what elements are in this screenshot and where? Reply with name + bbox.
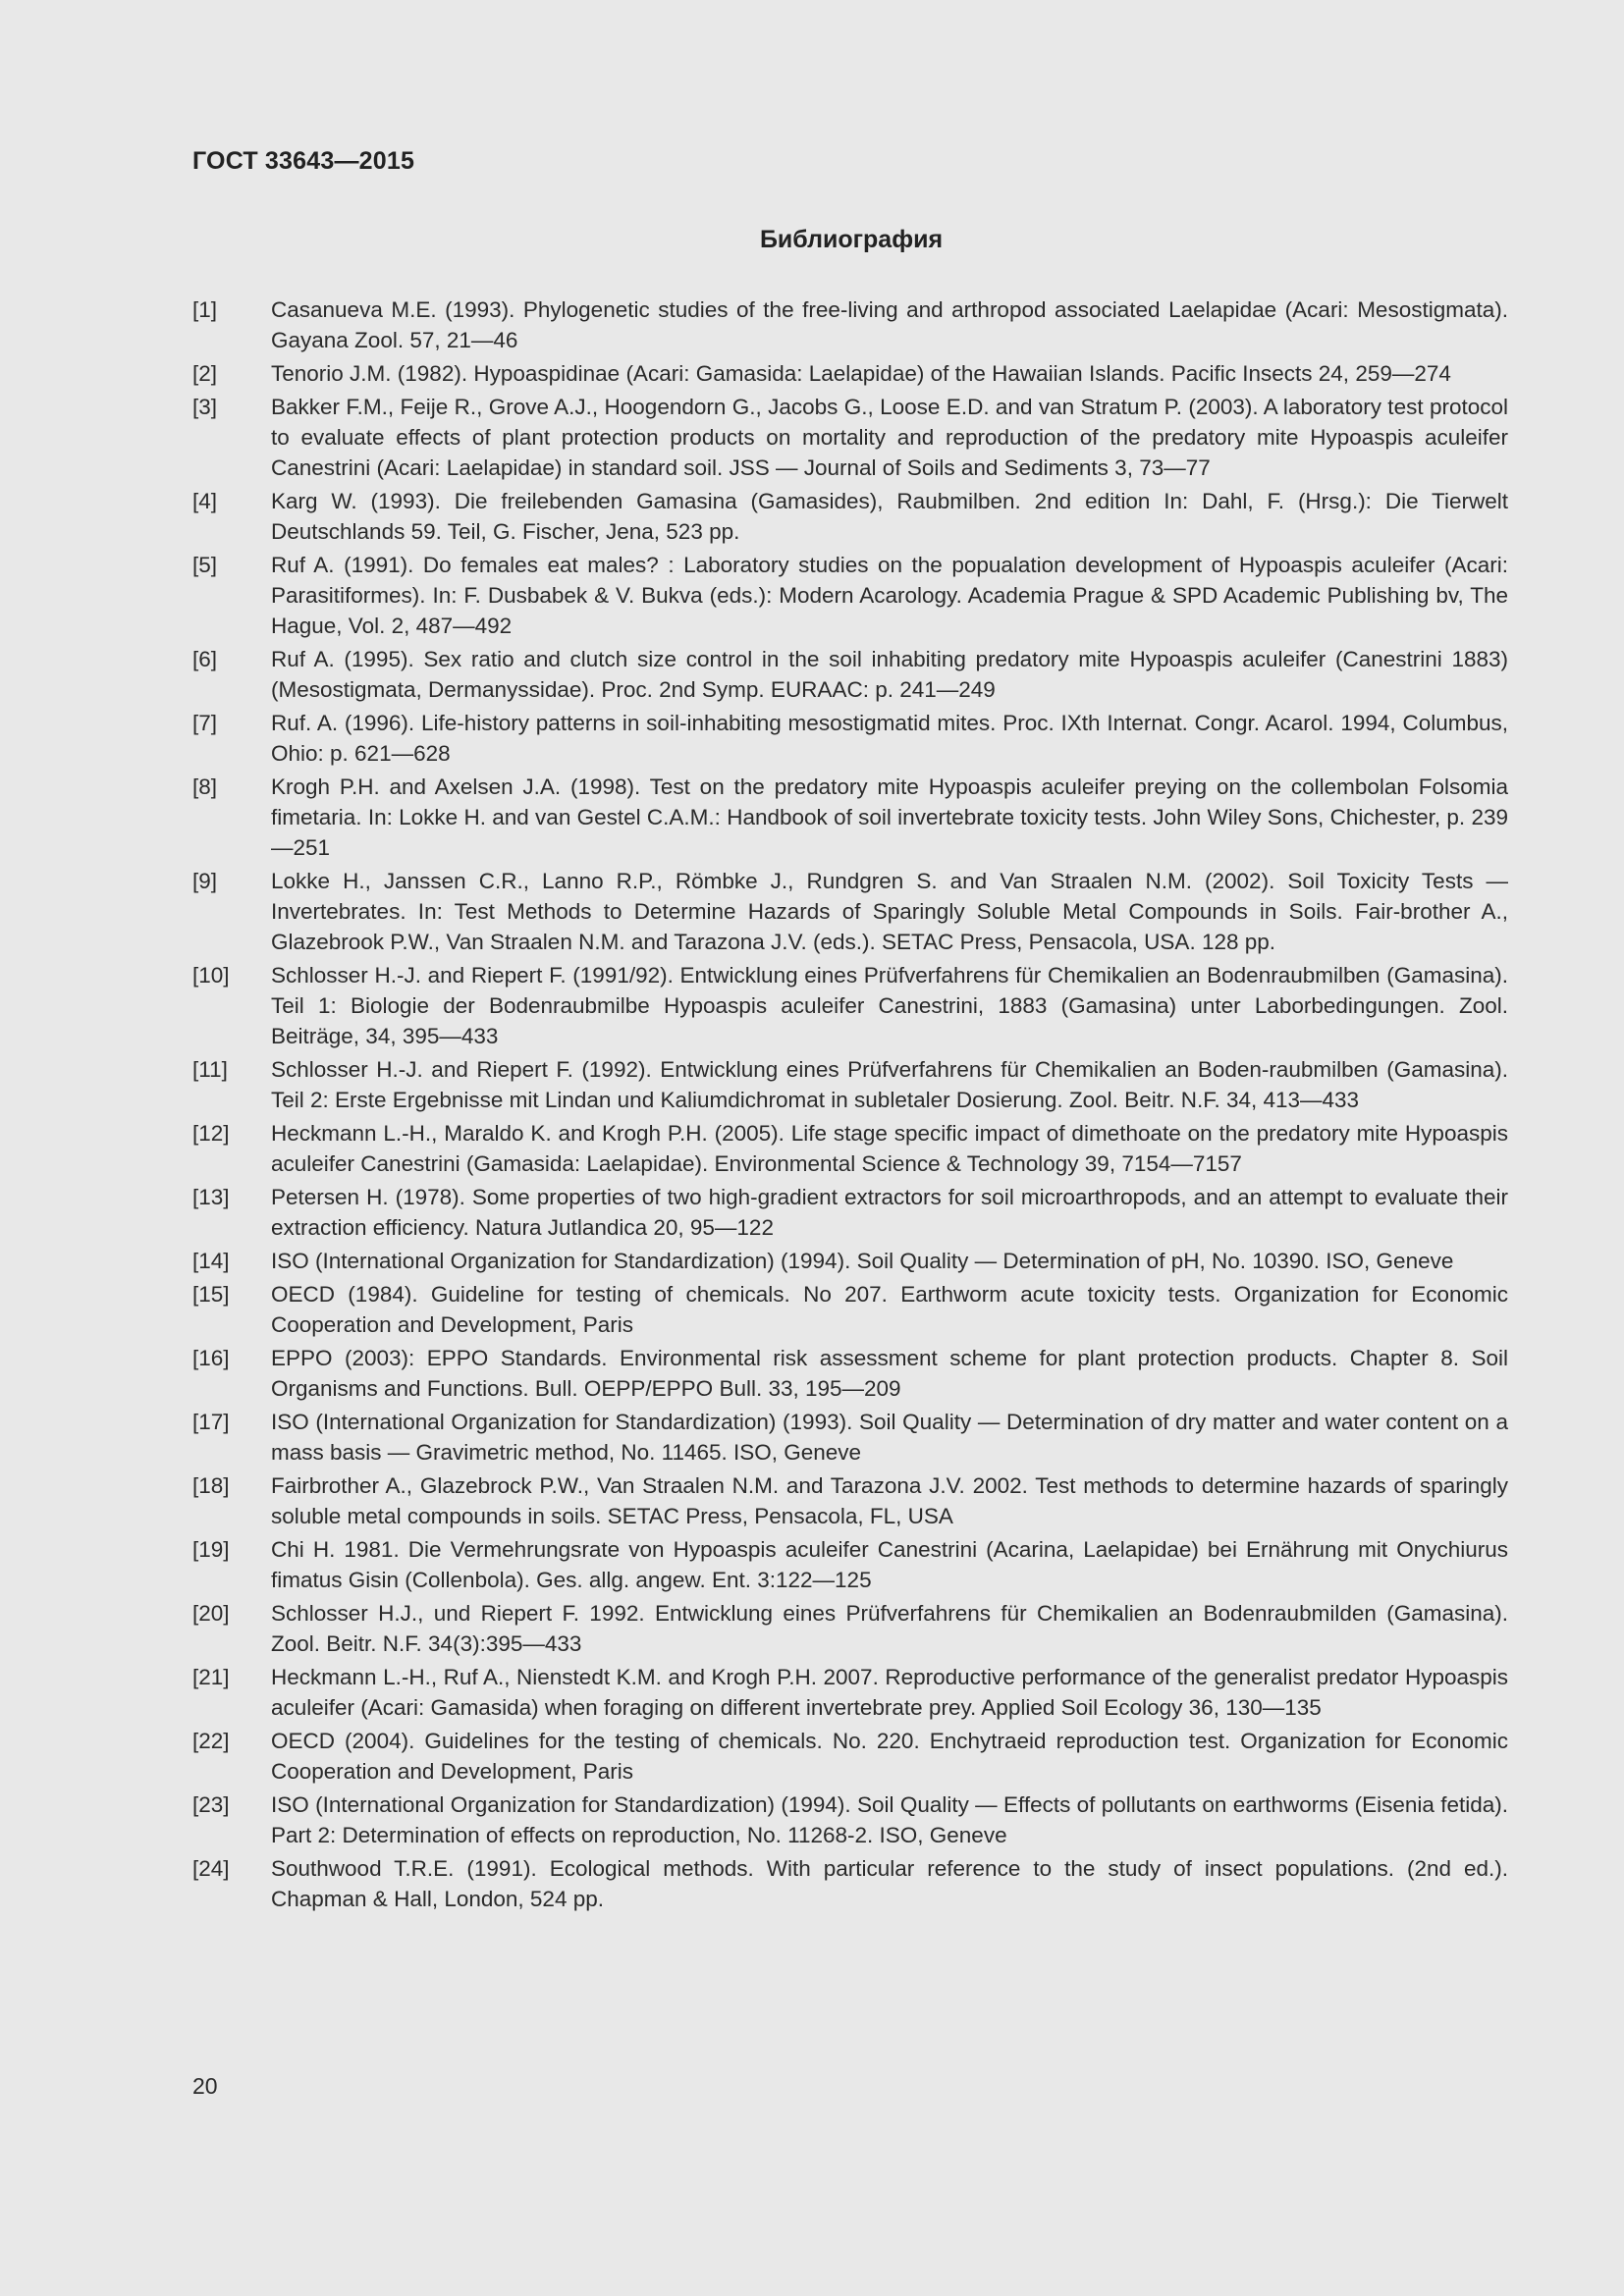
entry-text: EPPO (2003): EPPO Standards. Environmental risk assessment scheme for plant protection products. Chapter 8. Soil Organisms and Functions. Bull. OEPP/EPPO Bull. 33, 195—209	[271, 1346, 1508, 1401]
entry-text: Casanueva M.E. (1993). Phylogenetic studies of the free-living and arthropod associated Laelapidae (Acari: Mesostigmata). Gayana Zool. 57, 21—46	[271, 297, 1508, 352]
bibliography-entry	[192, 550, 1508, 641]
entry-text: Schlosser H.-J. and Riepert F. (1992). Entwicklung eines Prüfverfahrens für Chemikalien an Boden-raubmilben (Gamasina). Teil 2: Erste Ergebnisse mit Lindan und Kaliumdichromat in subletaler Dosierung. Zool. Beitr. N.F. 34, 413—433	[271, 1057, 1508, 1112]
entry-number: [2]	[192, 361, 218, 386]
bibliography-entry	[192, 708, 1508, 769]
document-code: ГОСТ 33643—2015	[192, 147, 415, 175]
entry-number: [18]	[192, 1473, 230, 1498]
entry-text: Southwood T.R.E. (1991). Ecological methods. With particular reference to the study of insect populations. (2nd ed.). Chapman & Hall, London, 524 pp.	[271, 1856, 1508, 1911]
entry-number: [24]	[192, 1856, 230, 1881]
entry-number: [12]	[192, 1121, 230, 1146]
bibliography-entry	[192, 1343, 1508, 1404]
bibliography-entry	[192, 294, 1508, 355]
bibliography-entry	[192, 1407, 1508, 1468]
entry-number: [4]	[192, 489, 218, 513]
page-number: 20	[192, 2073, 218, 2099]
bibliography-entry	[192, 1853, 1508, 1914]
entry-number: [19]	[192, 1537, 230, 1562]
entry-number: [13]	[192, 1185, 230, 1209]
entry-number: [21]	[192, 1665, 230, 1689]
bibliography-entry	[192, 1246, 1508, 1276]
entry-number: [5]	[192, 553, 218, 577]
entry-text: ISO (International Organization for Standardization) (1994). Soil Quality — Effects of pollutants on earthworms (Eisenia fetida). Part 2: Determination of effects on reproduction, No. 11268-2. ISO, Geneve	[271, 1792, 1508, 1847]
entry-text: OECD (1984). Guideline for testing of chemicals. No 207. Earthworm acute toxicity tests. Organization for Economic Cooperation and Development, Paris	[271, 1282, 1508, 1337]
entry-text: OECD (2004). Guidelines for the testing of chemicals. No. 220. Enchytraeid reproduction test. Organization for Economic Cooperation and Development, Paris	[271, 1729, 1508, 1784]
bibliography-entry	[192, 1054, 1508, 1115]
bibliography-entry	[192, 1279, 1508, 1340]
entry-number: [6]	[192, 647, 218, 671]
entry-number: [22]	[192, 1729, 230, 1753]
entry-text: Ruf A. (1991). Do females eat males? : Laboratory studies on the popualation development of Hypoaspis aculeifer (Acari: Parasitiformes). In: F. Dusbabek & V. Bukva (eds.): Modern Acarology. Academia Prague & SPD Academic Publishing bv, The Hague, Vol. 2, 487—492	[271, 553, 1508, 638]
entry-text: Chi H. 1981. Die Vermehrungsrate von Hypoaspis aculeifer Canestrini (Acarina, Laelapidae) bei Ernährung mit Onychiurus fimatus Gisin (Collenbola). Ges. allg. angew. Ent. 3:122—125	[271, 1537, 1508, 1592]
entry-text: Schlosser H.J., und Riepert F. 1992. Entwicklung eines Prüfverfahrens für Chemikalien an Bodenraubmilden (Gamasina). Zool. Beitr. N.F. 34(3):395—433	[271, 1601, 1508, 1656]
entry-number: [16]	[192, 1346, 230, 1370]
entry-text: ISO (International Organization for Standardization) (1993). Soil Quality — Determination of dry matter and water content on a mass basis — Gravimetric method, No. 11465. ISO, Geneve	[271, 1410, 1508, 1465]
entry-number: [14]	[192, 1249, 230, 1273]
entry-text: Heckmann L.-H., Maraldo K. and Krogh P.H. (2005). Life stage specific impact of dimethoate on the predatory mite Hypoaspis aculeifer Canestrini (Gamasida: Laelapidae). Environmental Science & Technology 39, 7154—7157	[271, 1121, 1508, 1176]
entry-number: [15]	[192, 1282, 230, 1307]
bibliography-entry	[192, 1118, 1508, 1179]
bibliography-entry	[192, 358, 1508, 389]
bibliography-list	[192, 294, 1508, 1917]
entry-number: [3]	[192, 395, 218, 419]
entry-text: ISO (International Organization for Standardization) (1994). Soil Quality — Determination of pH, No. 10390. ISO, Geneve	[271, 1249, 1454, 1273]
entry-number: [8]	[192, 774, 218, 799]
entry-number: [20]	[192, 1601, 230, 1626]
bibliography-entry	[192, 1534, 1508, 1595]
entry-text: Ruf. A. (1996). Life-history patterns in soil-inhabiting mesostigmatid mites. Proc. IXth Internat. Congr. Acarol. 1994, Columbus, Ohio: p. 621—628	[271, 711, 1508, 766]
entry-number: [7]	[192, 711, 218, 735]
bibliography-entry	[192, 960, 1508, 1051]
entry-number: [1]	[192, 297, 218, 322]
entry-text: Karg W. (1993). Die freilebenden Gamasina (Gamasides), Raubmilben. 2nd edition In: Dahl, F. (Hrsg.): Die Tierwelt Deutschlands 59. Teil, G. Fischer, Jena, 523 pp.	[271, 489, 1508, 544]
entry-text: Tenorio J.M. (1982). Hypoaspidinae (Acari: Gamasida: Laelapidae) of the Hawaiian Islands. Pacific Insects 24, 259—274	[271, 361, 1451, 386]
bibliography-entry	[192, 1470, 1508, 1531]
bibliography-entry	[192, 1726, 1508, 1787]
entry-number: [11]	[192, 1057, 228, 1082]
bibliography-entry	[192, 1662, 1508, 1723]
entry-text: Krogh P.H. and Axelsen J.A. (1998). Test on the predatory mite Hypoaspis aculeifer preying on the collembolan Folsomia fimetaria. In: Lokke H. and van Gestel C.A.M.: Handbook of soil invertebrate toxicity tests. John Wiley Sons, Chichester, p. 239—251	[271, 774, 1508, 860]
entry-number: [23]	[192, 1792, 230, 1817]
entry-text: Bakker F.M., Feije R., Grove A.J., Hoogendorn G., Jacobs G., Loose E.D. and van Stratum P. (2003). A laboratory test protocol to evaluate effects of plant protection products on mortality and reproduction of the predatory mite Hypoaspis aculeifer Canestrini (Acari: Laelapidae) in standard soil. JSS — Journal of Soils and Sediments 3, 73—77	[271, 395, 1508, 480]
bibliography-entry	[192, 486, 1508, 547]
bibliography-entry	[192, 1598, 1508, 1659]
entry-number: [10]	[192, 963, 230, 988]
entry-number: [17]	[192, 1410, 230, 1434]
entry-text: Schlosser H.-J. and Riepert F. (1991/92). Entwicklung eines Prüfverfahrens für Chemikalien an Bodenraubmilben (Gamasina). Teil 1: Biologie der Bodenraubmilbe Hypoaspis aculeifer Canestrini, 1883 (Gamasina) unter Laborbedingungen. Zool. Beiträge, 34, 395—433	[271, 963, 1508, 1048]
bibliography-entry	[192, 392, 1508, 483]
bibliography-entry	[192, 1182, 1508, 1243]
entry-text: Heckmann L.-H., Ruf A., Nienstedt K.M. and Krogh P.H. 2007. Reproductive performance of the generalist predator Hypoaspis aculeifer (Acari: Gamasida) when foraging on different invertebrate prey. Applied Soil Ecology 36, 130—135	[271, 1665, 1508, 1720]
bibliography-entry	[192, 772, 1508, 863]
bibliography-entry	[192, 1789, 1508, 1850]
entry-text: Fairbrother A., Glazebrock P.W., Van Straalen N.M. and Tarazona J.V. 2002. Test methods to determine hazards of sparingly soluble metal compounds in soils. SETAC Press, Pensacola, FL, USA	[271, 1473, 1508, 1528]
entry-text: Lokke H., Janssen C.R., Lanno R.P., Römbke J., Rundgren S. and Van Straalen N.M. (2002). Soil Toxicity Tests — Invertebrates. In: Test Methods to Determine Hazards of Sparingly Soluble Metal Compounds in Soils. Fair-brother A., Glazebrook P.W., Van Straalen N.M. and Tarazona J.V. (eds.). SETAC Press, Pensacola, USA. 128 pp.	[271, 869, 1508, 954]
entry-text: Petersen H. (1978). Some properties of two high-gradient extractors for soil microarthropods, and an attempt to evaluate their extraction efficiency. Natura Jutlandica 20, 95—122	[271, 1185, 1508, 1240]
bibliography-title: Библиография	[759, 226, 944, 253]
bibliography-entry	[192, 644, 1508, 705]
bibliography-entry	[192, 866, 1508, 957]
entry-text: Ruf A. (1995). Sex ratio and clutch size control in the soil inhabiting predatory mite Hypoaspis aculeifer (Canestrini 1883) (Mesostigmata, Dermanyssidae). Proc. 2nd Symp. EURAAC: p. 241—249	[271, 647, 1508, 702]
entry-number: [9]	[192, 869, 218, 893]
